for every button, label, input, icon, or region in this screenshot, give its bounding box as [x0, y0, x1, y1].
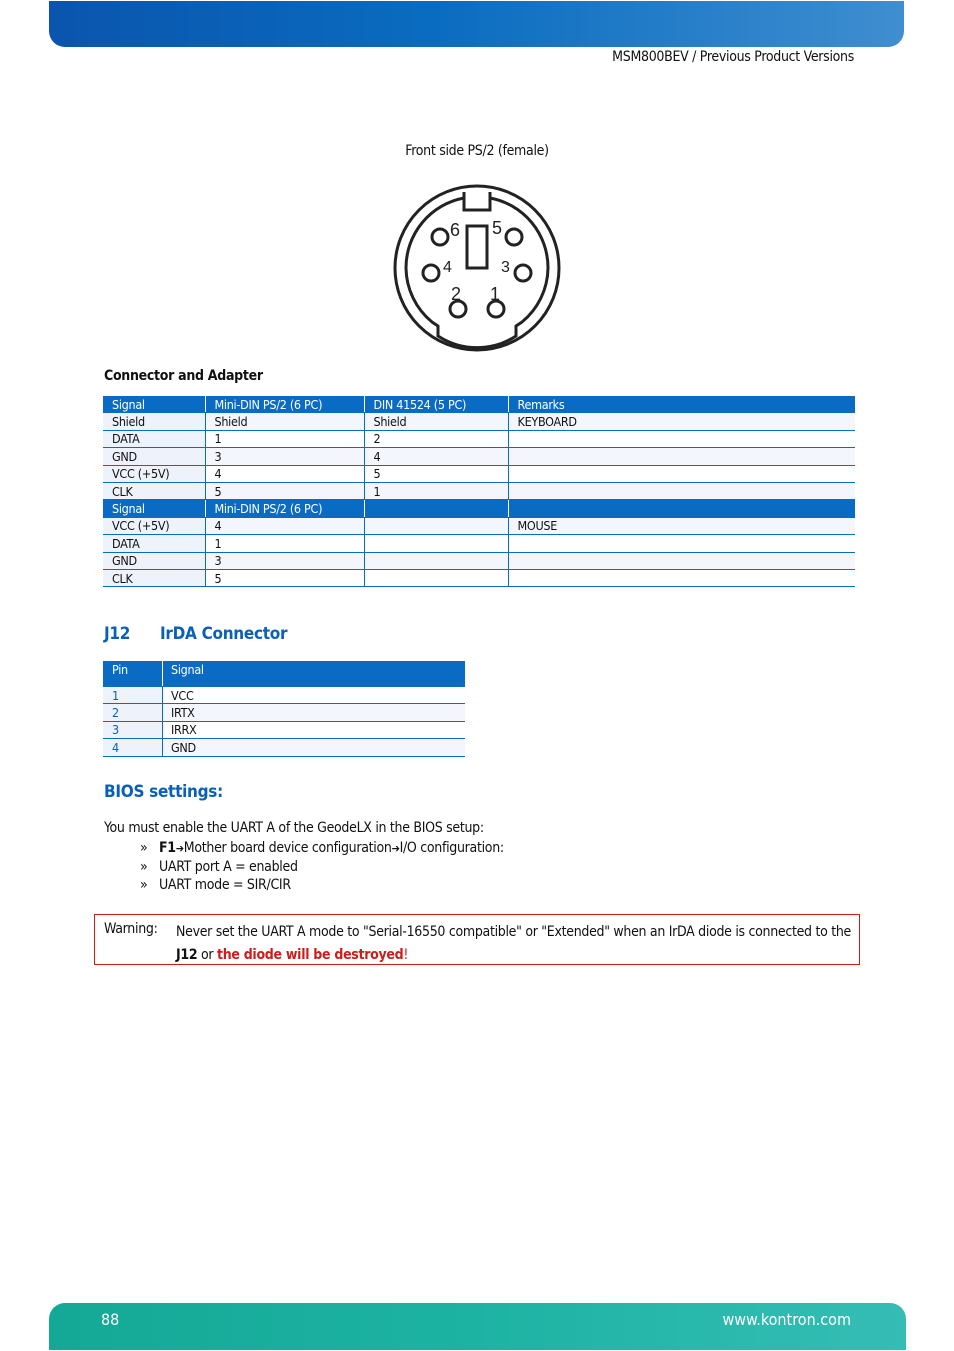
pin-cell: 3: [103, 721, 163, 738]
pin-cell: 2: [103, 704, 163, 721]
pin-label-6: 6: [450, 220, 461, 240]
table-cell: 3: [205, 448, 364, 465]
bullet-marker: »: [140, 858, 148, 875]
bullet-marker: »: [140, 877, 148, 894]
table-row: [103, 569, 855, 586]
list-item-text: UART mode = SIR/CIR: [159, 877, 291, 894]
column-header: Pin: [103, 661, 163, 687]
table-row: [103, 448, 855, 465]
signal-cell: IRRX: [163, 721, 466, 738]
pin-label-5: 5: [492, 218, 503, 238]
table-row: [103, 552, 855, 569]
j12-section-heading: [104, 624, 287, 644]
table-row: [103, 430, 855, 447]
table-cell: 1: [205, 535, 364, 552]
list-item: [140, 858, 504, 877]
table-cell: [508, 552, 855, 569]
warning-label: Warning:: [104, 921, 158, 937]
ps2-connector-diagram: [388, 176, 568, 360]
table-cell: Shield: [205, 413, 364, 430]
table-cell: 1: [205, 430, 364, 447]
table-row: [103, 413, 855, 430]
table-cell: GND: [103, 448, 205, 465]
table-cell: Shield: [364, 413, 508, 430]
warning-text-part: or: [197, 947, 217, 963]
bios-intro-text: You must enable the UART A of the GeodeLX in the BIOS setup:: [104, 820, 484, 836]
table-header-row: [103, 661, 465, 687]
figure-caption: Front side PS/2 (female): [405, 143, 549, 159]
table-cell: [364, 517, 508, 534]
table-cell: 4: [364, 448, 508, 465]
table-cell: CLK: [103, 482, 205, 499]
table-row: [103, 535, 855, 552]
bullet-marker: »: [140, 840, 148, 856]
header-banner: [49, 1, 904, 47]
table-row: [103, 687, 465, 704]
table-cell: 4: [205, 517, 364, 534]
document-title: MSM800BEV / Previous Product Versions: [612, 49, 854, 65]
table-cell: 4: [205, 465, 364, 482]
column-header: Mini-DIN PS/2 (6 PC): [205, 500, 364, 517]
table-header-row: [103, 500, 855, 517]
list-item-text: UART port A = enabled: [159, 858, 298, 875]
table-cell: VCC (+5V): [103, 517, 205, 534]
list-item: [140, 876, 504, 895]
column-header: [508, 500, 855, 517]
table-cell: [508, 465, 855, 482]
table-cell: DATA: [103, 535, 205, 552]
warning-emphasis: the diode will be destroyed: [217, 947, 404, 963]
table-cell: Shield: [103, 413, 205, 430]
table-header-row: [103, 396, 855, 413]
column-header: [364, 500, 508, 517]
connector-ref: J12: [176, 947, 198, 963]
arrow-right-icon: ➔: [175, 842, 184, 855]
list-item: [140, 839, 504, 858]
table-cell: 5: [205, 482, 364, 499]
table-row: [103, 465, 855, 482]
pin-cell: 1: [103, 687, 163, 704]
bios-steps-list: [140, 839, 504, 895]
table-row: [103, 739, 465, 756]
table-cell: GND: [103, 552, 205, 569]
table-cell: [508, 535, 855, 552]
pin-label-2: 2: [451, 284, 462, 304]
bios-settings-heading: BIOS settings:: [104, 782, 223, 802]
connector-adapter-table: [103, 396, 855, 587]
key-label: F1: [159, 840, 176, 856]
table-cell: 3: [205, 552, 364, 569]
table-cell: VCC (+5V): [103, 465, 205, 482]
table-cell: [508, 448, 855, 465]
table-cell: [508, 430, 855, 447]
signal-cell: GND: [163, 739, 466, 756]
website-link[interactable]: www.kontron.com: [722, 1310, 851, 1329]
column-header: Signal: [163, 661, 466, 687]
pin-label-3: 3: [501, 259, 510, 276]
table-row: [103, 517, 855, 534]
pin-label-4: 4: [443, 259, 452, 276]
column-header: DIN 41524 (5 PC): [364, 396, 508, 413]
arrow-right-icon: ➔: [391, 842, 400, 855]
column-header: Signal: [103, 500, 205, 517]
table-cell: [508, 569, 855, 586]
pin-cell: 4: [103, 739, 163, 756]
menu-path-part: Mother board device configuration: [183, 840, 392, 856]
signal-cell: IRTX: [163, 704, 466, 721]
section-title: IrDA Connector: [160, 624, 288, 644]
table-cell: DATA: [103, 430, 205, 447]
warning-box: [94, 914, 860, 965]
column-header: Mini-DIN PS/2 (6 PC): [205, 396, 364, 413]
menu-path-part: I/O configuration:: [399, 840, 504, 856]
signal-cell: VCC: [163, 687, 466, 704]
table-cell: CLK: [103, 569, 205, 586]
column-header: Signal: [103, 396, 205, 413]
table-cell: KEYBOARD: [508, 413, 855, 430]
warning-end: !: [403, 947, 409, 963]
page-number: 88: [101, 1310, 120, 1329]
table-cell: 2: [364, 430, 508, 447]
table-cell: 5: [364, 465, 508, 482]
section-number: J12: [104, 624, 131, 644]
warning-text: [176, 921, 856, 967]
table-cell: 5: [205, 569, 364, 586]
column-header: Remarks: [508, 396, 855, 413]
table-row: [103, 482, 855, 499]
connector-adapter-title: Connector and Adapter: [104, 368, 263, 384]
pin-label-1: 1: [490, 284, 501, 304]
table-cell: [508, 482, 855, 499]
warning-text-part: Never set the UART A mode to "Serial-16550 compatible" or "Extended" when an IrDA diode is connected to the: [176, 924, 851, 940]
table-cell: [364, 535, 508, 552]
table-cell: MOUSE: [508, 517, 855, 534]
table-cell: [364, 552, 508, 569]
table-row: [103, 721, 465, 738]
table-cell: [364, 569, 508, 586]
table-row: [103, 704, 465, 721]
irda-pin-table: [103, 661, 465, 757]
table-cell: 1: [364, 482, 508, 499]
